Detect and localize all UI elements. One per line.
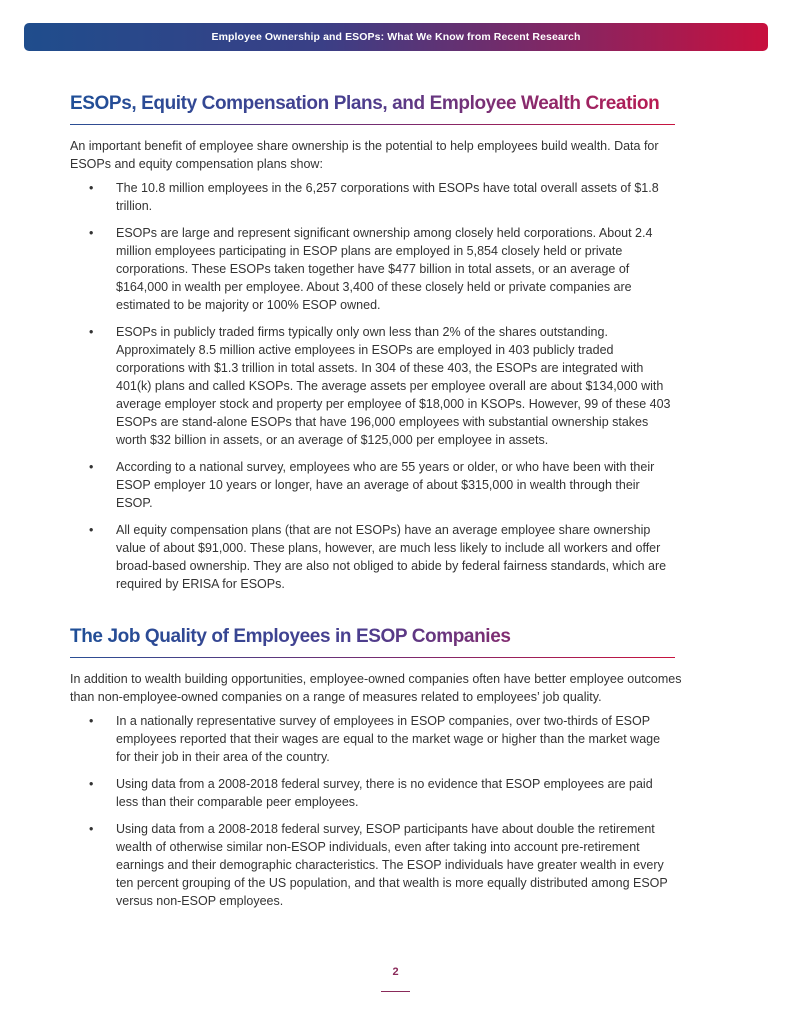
section-intro: An important benefit of employee share ownership is the potential to help employees build wealth. Data for ESOPs and equity compensation plans show: bbox=[70, 139, 659, 171]
bullet-icon: • bbox=[89, 822, 94, 836]
bullet-icon: • bbox=[89, 777, 94, 791]
bullet-list bbox=[70, 179, 702, 593]
header-title: Employee Ownership and ESOPs: What We Know from Recent Research bbox=[211, 31, 581, 43]
list-item-text: According to a national survey, employees who are 55 years or older, or who have been with their ESOP employer 10 years or longer, have an average of about $315,000 in wealth through their ESOP. bbox=[116, 460, 655, 510]
section-divider bbox=[70, 124, 675, 125]
list-item-text: The 10.8 million employees in the 6,257 corporations with ESOPs have total overall assets of $1.8 trillion. bbox=[116, 181, 659, 213]
list-item bbox=[70, 712, 676, 766]
list-item-text: All equity compensation plans (that are not ESOPs) have an average employee share ownership value of about $91,000. These plans, however, are much less likely to include all workers and offer broad-based ownership. They are also not obliged to abide by federal fairness standards, which are required by ERISA for ESOPs. bbox=[116, 523, 667, 591]
list-item bbox=[70, 521, 676, 593]
list-item bbox=[70, 820, 676, 910]
bullet-icon: • bbox=[89, 460, 94, 474]
section-heading: ESOPs, Equity Compensation Plans, and Employee Wealth Creation bbox=[70, 93, 702, 115]
bullet-icon: • bbox=[89, 181, 94, 195]
bullet-icon: • bbox=[89, 226, 94, 240]
list-item bbox=[70, 224, 676, 314]
list-item bbox=[70, 775, 676, 811]
list-item-text: ESOPs are large and represent significant ownership among closely held corporations. About 2.4 million employees participating in ESOP plans are employed in 5,854 closely held or private corporations. These ESOPs taken together have $477 billion in total assets, or an average of $164,000 in wealth per employee. About 3,400 of these closely held or private companies are estimated to be majority or 100% ESOP owned. bbox=[116, 226, 653, 312]
list-item-text: ESOPs in publicly traded firms typically only own less than 2% of the shares outstanding. Approximately 8.5 million active employees in ESOPs are employed in 403 publicly traded corporations with $1.3 trillion in total assets. In 304 of these 403, the ESOPs are integrated with 401(k) plans and called KSOPs. The average assets per employee overall are about $134,000 with average employer stock and property per employee of $18,000 in KSOPs. However, 99 of these 403 ESOPs are stand-alone ESOPs that have 196,000 employees with substantial ownership stakes worth $32 billion in assets, or an average of $125,000 per employee in assets. bbox=[116, 325, 671, 447]
header-banner bbox=[24, 23, 768, 51]
section-job-quality bbox=[70, 626, 702, 919]
section-heading: The Job Quality of Employees in ESOP Companies bbox=[70, 626, 702, 648]
page-number: 2 bbox=[392, 966, 399, 978]
bullet-icon: • bbox=[89, 523, 94, 537]
list-item bbox=[70, 323, 676, 449]
bullet-list bbox=[70, 712, 702, 910]
section-divider bbox=[70, 657, 675, 658]
list-item-text: Using data from a 2008-2018 federal survey, ESOP participants have about double the retirement wealth of otherwise similar non-ESOP individuals, even after taking into account pre-retirement earnings and their demographic characteristics. The ESOP individuals have greater wealth in every ten percent grouping of the US population, and that wealth is more equally distributed among ESOP versus non-ESOP employees. bbox=[116, 822, 668, 908]
list-item bbox=[70, 458, 676, 512]
list-item-text: Using data from a 2008-2018 federal survey, there is no evidence that ESOP employees are paid less than their comparable peer employees. bbox=[116, 777, 653, 809]
bullet-icon: • bbox=[89, 714, 94, 728]
list-item bbox=[70, 179, 676, 215]
page-number-underline bbox=[381, 991, 410, 992]
list-item-text: In a nationally representative survey of employees in ESOP companies, over two-thirds of ESOP employees reported that their wages are equal to the market wage or higher than the market wage for their job in their area of the country. bbox=[116, 714, 661, 764]
bullet-icon: • bbox=[89, 325, 94, 339]
section-wealth-creation bbox=[70, 93, 702, 602]
section-intro: In addition to wealth building opportunities, employee-owned companies often have better employee outcomes than non-employee-owned companies on a range of measures related to employees’ job quality. bbox=[70, 672, 682, 704]
